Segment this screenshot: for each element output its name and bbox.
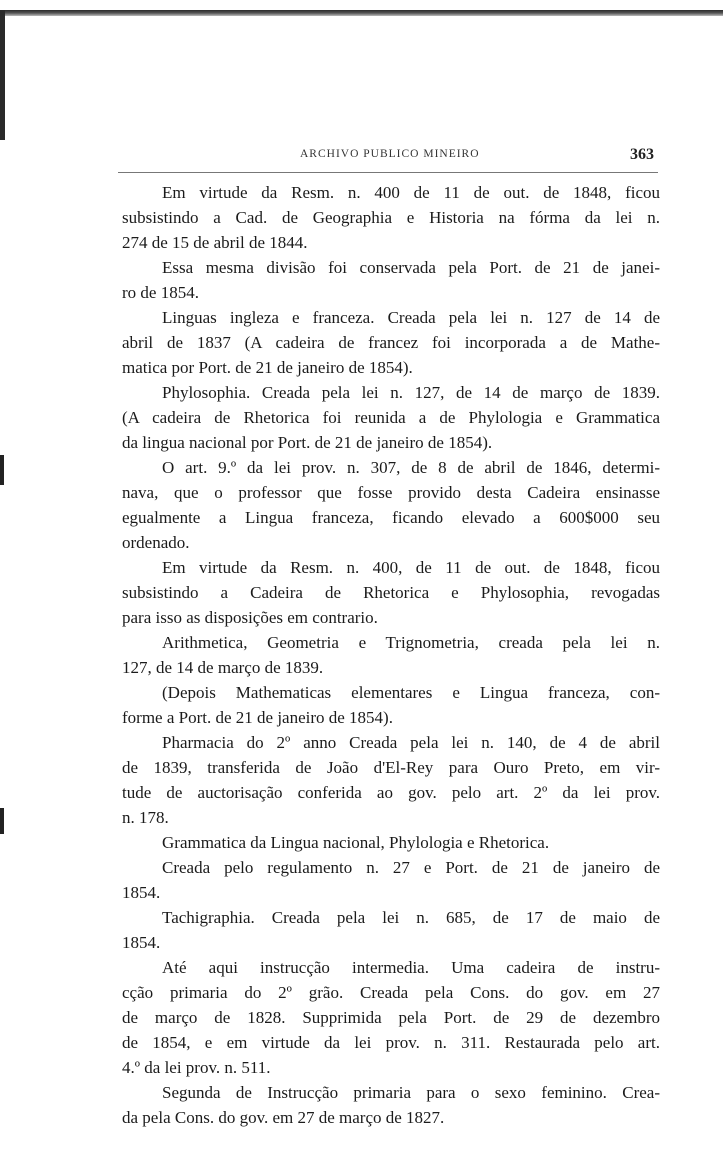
text-line: Pharmacia do 2º anno Creada pela lei n. 140, de 4 de abril	[162, 733, 660, 752]
text-line: matica por Port. de 21 de janeiro de 1854).	[122, 358, 413, 377]
text-line: Em virtude da Resm. n. 400 de 11 de out. de 1848, ficou	[162, 183, 660, 202]
text-line: Arithmetica, Geometria e Trignometria, creada pela lei n.	[162, 633, 660, 652]
paragraph	[122, 255, 660, 305]
paragraph	[122, 730, 660, 830]
paragraph	[122, 830, 660, 855]
header-rule	[118, 172, 658, 173]
paragraph	[122, 905, 660, 955]
text-line: (Depois Mathematicas elementares e Lingua franceza, con-	[162, 683, 660, 702]
text-line: abril de 1837 (A cadeira de francez foi incorporada a de Mathe-	[122, 333, 660, 352]
text-line: 4.º da lei prov. n. 511.	[122, 1058, 271, 1077]
text-line: para isso as disposições em contrario.	[122, 608, 378, 627]
text-line: 1854.	[122, 883, 161, 902]
text-line: cção primaria do 2º grão. Creada pela Cons. do gov. em 27	[122, 983, 660, 1002]
text-line: O art. 9.º da lei prov. n. 307, de 8 de abril de 1846, determi-	[162, 458, 660, 477]
text-line: Linguas ingleza e franceza. Creada pela lei n. 127 de 14 de	[162, 308, 660, 327]
paragraph	[122, 380, 660, 455]
paragraph	[122, 305, 660, 380]
text-line: 274 de 15 de abril de 1844.	[122, 233, 308, 252]
paragraph	[122, 955, 660, 1080]
text-line: nava, que o professor que fosse provido desta Cadeira ensinasse	[122, 483, 660, 502]
paragraph	[122, 180, 660, 255]
page-header	[118, 146, 658, 168]
paragraph	[122, 1080, 660, 1130]
text-line: n. 178.	[122, 808, 169, 827]
text-line: da lingua nacional por Port. de 21 de janeiro de 1854).	[122, 433, 493, 452]
text-line: tude de auctorisação conferida ao gov. pelo art. 2º da lei prov.	[122, 783, 660, 802]
text-line: Até aqui instrucção intermedia. Uma cadeira de instru-	[162, 958, 660, 977]
text-line: de 1854, e em virtude da lei prov. n. 311. Restaurada pelo art.	[122, 1033, 660, 1052]
paragraph	[122, 855, 660, 905]
scan-margin-mark	[0, 808, 4, 834]
text-line: Creada pelo regulamento n. 27 e Port. de 21 de janeiro de	[162, 858, 660, 877]
page-number: 363	[630, 146, 654, 163]
body-text	[122, 180, 660, 1130]
paragraph	[122, 680, 660, 730]
text-line: subsistindo a Cad. de Geographia e Historia na fórma da lei n.	[122, 208, 660, 227]
text-line: subsistindo a Cadeira de Rhetorica e Phylosophia, revogadas	[122, 583, 660, 602]
text-line: Tachigraphia. Creada pela lei n. 685, de 17 de maio de	[162, 908, 660, 927]
text-line: de 1839, transferida de João d'El-Rey para Ouro Preto, em vir-	[122, 758, 660, 777]
text-line: 127, de 14 de março de 1839.	[122, 658, 324, 677]
paragraph	[122, 455, 660, 555]
text-line: forme a Port. de 21 de janeiro de 1854).	[122, 708, 393, 727]
paragraph	[122, 630, 660, 680]
paragraph	[122, 555, 660, 630]
text-line: 1854.	[122, 933, 161, 952]
text-line: Grammatica da Lingua nacional, Phylologia e Rhetorica.	[162, 833, 550, 852]
text-line: da pela Cons. do gov. em 27 de março de 1827.	[122, 1108, 445, 1127]
scan-margin-mark	[0, 455, 4, 485]
text-line: ro de 1854.	[122, 283, 199, 302]
scan-edge-top	[0, 10, 723, 16]
text-line: de março de 1828. Supprimida pela Port. de 29 de dezembro	[122, 1008, 660, 1027]
text-line: Em virtude da Resm. n. 400, de 11 de out. de 1848, ficou	[162, 558, 660, 577]
scan-edge-left	[0, 10, 5, 140]
text-line: Phylosophia. Creada pela lei n. 127, de 14 de março de 1839.	[162, 383, 660, 402]
running-title: ARCHIVO PUBLICO MINEIRO	[300, 148, 480, 160]
text-line: (A cadeira de Rhetorica foi reunida a de Phylologia e Grammatica	[122, 408, 660, 427]
text-line: Essa mesma divisão foi conservada pela Port. de 21 de janei-	[162, 258, 660, 277]
text-line: Segunda de Instrucção primaria para o sexo feminino. Crea-	[162, 1083, 660, 1102]
text-line: ordenado.	[122, 533, 190, 552]
text-line: egualmente a Lingua franceza, ficando elevado a 600$000 seu	[122, 508, 660, 527]
